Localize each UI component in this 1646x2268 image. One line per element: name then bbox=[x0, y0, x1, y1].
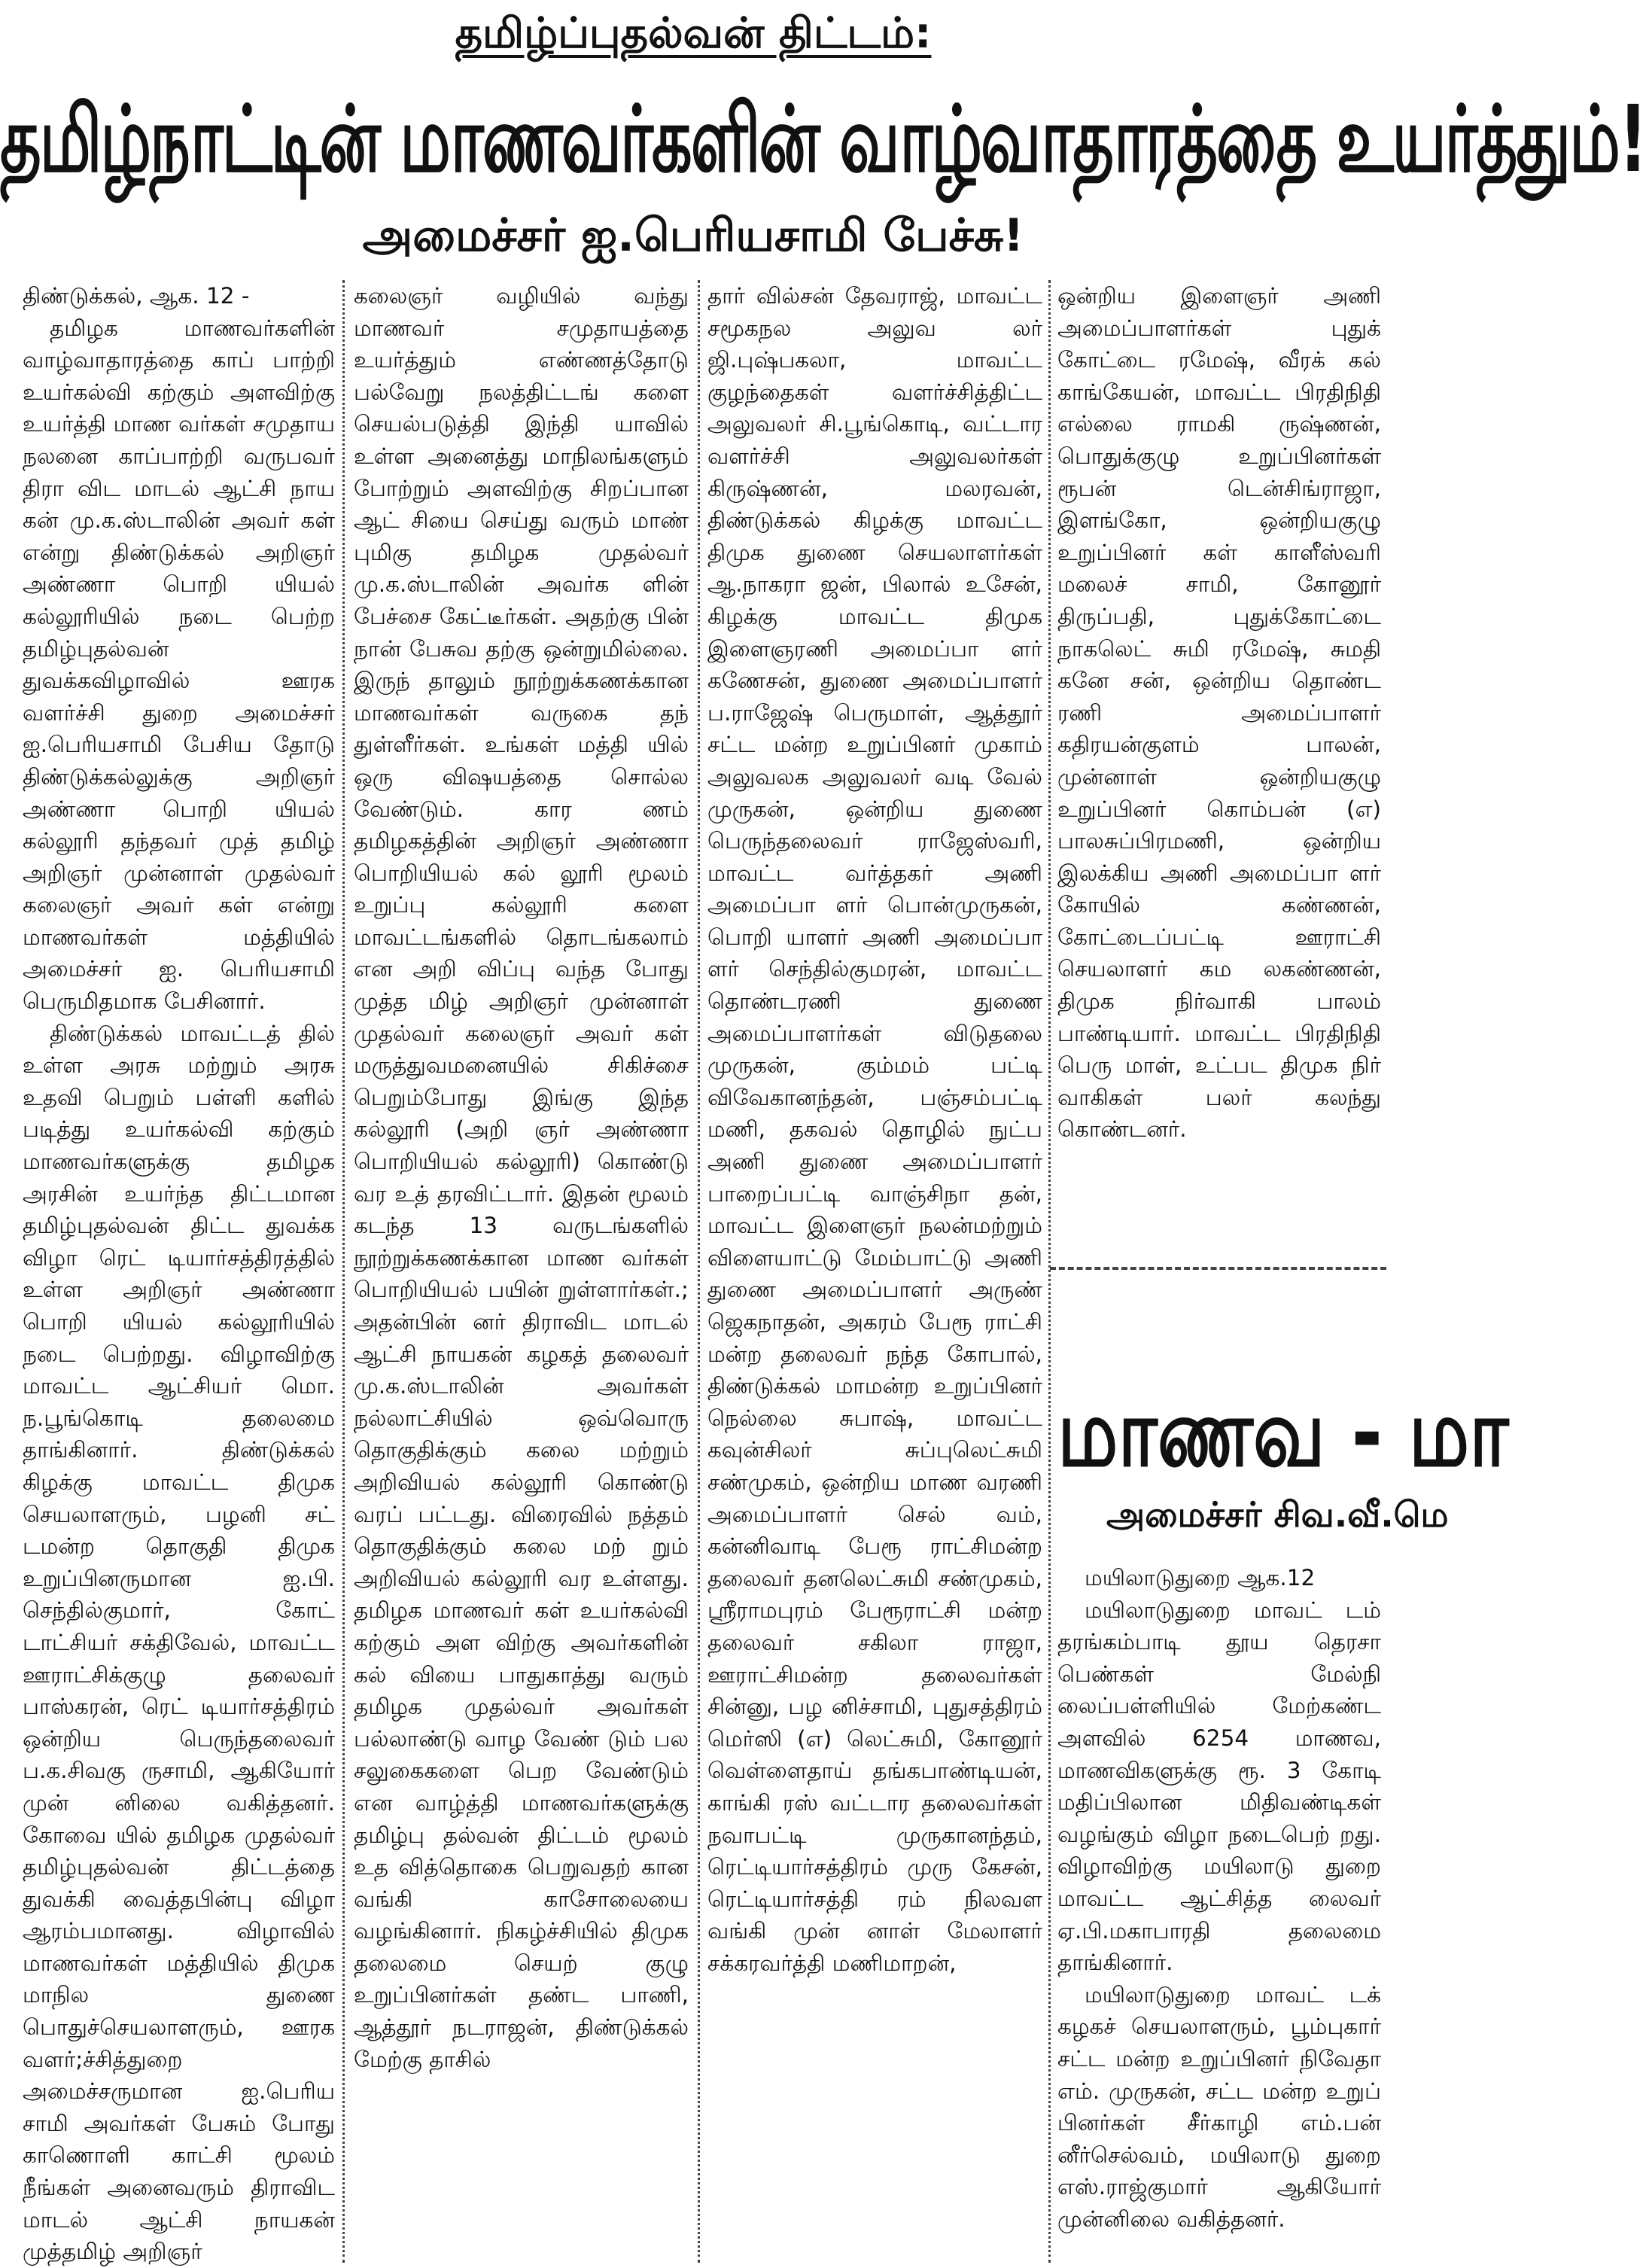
article-column-4 bbox=[1057, 280, 1381, 1251]
column-divider bbox=[342, 280, 345, 2263]
column-divider bbox=[698, 280, 700, 2263]
paragraph: மயிலாடுதுறை மாவட் டம் தரங்கம்பாடி தூய தெரசா பெண்கள் மேல்நி லைப்பள்ளியில் மேற்கண்ட அளவில் 6254 மாணவ, மாணவிகளுக்கு ரூ. 3 கோடி மதிப்பிலான மிதிவண்டிகள் வழங்கும் விழா நடைபெற் றது. விழாவிற்கு மயிலாடு துறை மாவட்ட ஆட்சித்த லைவர் ஏ.பி.மகாபாரதி தலைமை தாங்கினார். bbox=[1057, 1597, 1381, 1976]
paragraph: தமிழக மாணவர்களின் வாழ்வாதாரத்தை காப் பாற்றி உயர்கல்வி கற்கும் அளவிற்கு உயர்த்தி மாண வர்கள் சமுதாய நலனை காப்பாற்றி வருபவர் திரா விட மாடல் ஆட்சி நாய கன் மு.க.ஸ்டாலின் அவர் கள் என்று திண்டுக்கல் அறிஞர் அண்ணா பொறி யியல் கல்லூரியில் நடை பெற்ற தமிழ்புதல்வன் துவக்கவிழாவில் ஊரக வளர்ச்சி துறை அமைச்சர் ஐ.பெரியசாமி பேசிய தோடு திண்டுக்கல்லுக்கு அறிஞர் அண்ணா பொறி யியல் கல்லூரி தந்தவர் முத் தமிழ் அறிஞர் முன்னாள் முதல்வர் கலைஞர் அவர் கள் என்று மாணவர்கள் மத்தியில் அமைச்சர் ஐ. பெரியசாமி பெருமிதமாக பேசினார். bbox=[23, 315, 335, 1015]
paragraph: தார் வில்சன் தேவராஜ், மாவட்ட சமூகநல அலுவ லர் ஜி.புஷ்பகலா, மாவட்ட குழந்தைகள் வளர்ச்சித்திட்ட அலுவலர் சி.பூங்கொடி, வட்டார வளர்ச்சி அலுவலர்கள் கிருஷ்ணன், மலரவன், திண்டுக்கல் கிழக்கு மாவட்ட திமுக துணை செயலாளர்கள் ஆ.நாகரா ஜன், பிலால் உசேன், கிழக்கு மாவட்ட திமுக இளைஞரணி அமைப்பா ளர் கணேசன், துணை அமைப்பாளர் ப.ராஜேஷ் பெருமாள், ஆத்தூர் சட்ட மன்ற உறுப்பினர் முகாம் அலுவலக அலுவலர் வடி வேல் முருகன், ஒன்றிய துணை பெருந்தலைவர் ராஜேஸ்வரி, மாவட்ட வர்த்தகர் அணி அமைப்பா ளர் பொன்முருகன், பொறி யாளர் அணி அமைப்பா ளர் செந்தில்குமரன், மாவட்ட தொண்டரணி துணை அமைப்பாளர்கள் விடுதலை முருகன், கும்மம் பட்டி விவேகானந்தன், பஞ்சம்பட்டி மணி, தகவல் தொழில் நுட்ப அணி துணை அமைப்பாளர் பாறைப்பட்டி வாஞ்சிநா தன், மாவட்ட இளைஞர் நலன்மற்றும் விளையாட்டு மேம்பாட்டு அணி துணை அமைப்பாளர் அருண் ஜெகநாதன், அகரம் பேரூ ராட்சி மன்ற தலைவர் நந்த கோபால், திண்டுக்கல் மாமன்ற உறுப்பினர் நெல்லை சுபாஷ், மாவட்ட கவுன்சிலர் சுப்புலெட்சுமி சண்முகம், ஒன்றிய மாண வரணி அமைப்பாளர் செல் வம், கன்னிவாடி பேரூ ராட்சிமன்ற தலைவர் தனலெட்சுமி சண்முகம், ஸ்ரீராமபுரம் பேரூராட்சி மன்ற தலைவர் சகிலா ராஜா, ஊராட்சிமன்ற தலைவர்கள் சின்னு, பழ னிச்சாமி, புதுசத்திரம் மெர்ஸி (எ) லெட்சுமி, கோனூர் வெள்ளைதாய் தங்கபாண்டியன், காங்கி ரஸ் வட்டார தலைவர்கள் நவாபட்டி முருகானந்தம், ரெட்டியார்சத்திரம் முரு கேசன், ரெட்டியார்சத்தி ரம் நிலவள வங்கி முன் னாள் மேலாளர் சக்கரவர்த்தி மணிமாறன், bbox=[707, 283, 1042, 1976]
story-separator bbox=[1050, 1267, 1386, 1270]
column-divider bbox=[1048, 280, 1051, 2263]
paragraph: திண்டுக்கல் மாவட்டத் தில் உள்ள அரசு மற்றும் அரசு உதவி பெறும் பள்ளி களில் படித்து உயர்கல்வி கற்கும் மாணவர்களுக்கு தமிழக அரசின் உயர்ந்த திட்டமான தமிழ்புதல்வன் திட்ட துவக்க விழா ரெட் டியார்சத்திரத்தில் உள்ள அறிஞர் அண்ணா பொறி யியல் கல்லூரியில் நடை பெற்றது. விழாவிற்கு மாவட்ட ஆட்சியர் மொ. ந.பூங்கொடி தலைமை தாங்கினார். திண்டுக்கல் கிழக்கு மாவட்ட திமுக செயலாளரும், பழனி சட் டமன்ற தொகுதி திமுக உறுப்பினருமான ஐ.பி. செந்தில்குமார், கோட் டாட்சியர் சக்திவேல், மாவட்ட ஊராட்சிக்குழு தலைவர் பாஸ்கரன், ரெட் டியார்சத்திரம் ஒன்றிய பெருந்தலைவர் ப.க.சிவகு ருசாமி, ஆகியோர் முன் னிலை வகித்தனர். கோவை யில் தமிழக முதல்வர் தமிழ்புதல்வன் திட்டத்தை துவக்கி வைத்தபின்பு விழா ஆரம்பமானது. விழாவில் மாணவர்கள் மத்தியில் திமுக மாநில துணை பொதுச்செயலாளரும், ஊரக வளர்;ச்சித்துறை அமைச்சருமான ஐ.பெரிய சாமி அவர்கள் பேசும் போது காணொளி காட்சி மூலம் நீங்கள் அனைவரும் திராவிட மாடல் ஆட்சி நாயகன் முத்தமிழ் அறிஞர் bbox=[23, 1020, 335, 2265]
second-story-subhead: அமைச்சர் சிவ.வீ.மெ bbox=[1106, 1494, 1449, 1535]
paragraph: ஒன்றிய இளைஞர் அணி அமைப்பாளர்கள் புதுக் கோட்டை ரமேஷ், வீரக் கல் காங்கேயன், மாவட்ட பிரதிநிதி எல்லை ராமகி ருஷ்ணன், பொதுக்குழு உறுப்பினர்கள் ரூபன் டென்சிங்ராஜா, இளங்கோ, ஒன்றியகுழு உறுப்பினர் கள் காளீஸ்வரி மலைச் சாமி, கோனூர் திருப்பதி, புதுக்கோட்டை நாகலெட் சுமி ரமேஷ், சுமதி கனே சன், ஒன்றிய தொண்ட ரணி அமைப்பாளர் கதிரயன்குளம் பாலன், முன்னாள் ஒன்றியகுழு உறுப்பினர் கொம்பன் (எ) பாலசுப்பிரமணி, ஒன்றிய இலக்கிய அணி அமைப்பா ளர் கோயில் கண்ணன், கோட்டைப்பட்டி ஊராட்சி செயலாளர் கம லகண்ணன், திமுக நிர்வாகி பாலம் பாண்டியார். மாவட்ட பிரதிநிதி பெரு மாள், உட்பட திமுக நிர் வாகிகள் பலர் கலந்து கொண்டனர். bbox=[1057, 283, 1381, 1143]
article-column-1 bbox=[23, 280, 335, 2265]
second-story-headline: மாணவ - மா bbox=[1057, 1378, 1509, 1488]
main-headline: தமிழ்நாட்டின் மாணவர்களின் வாழ்வாதாரத்தை உயர்த்தும்! bbox=[0, 85, 1646, 193]
article-column-2 bbox=[354, 280, 689, 2260]
kicker-heading: தமிழ்ப்புதல்வன் திட்டம்: bbox=[455, 9, 932, 58]
article-column-3 bbox=[707, 280, 1042, 2260]
paragraph: கலைஞர் வழியில் வந்து மாணவர் சமுதாயத்தை உயர்த்தும் எண்ணத்தோடு பல்வேறு நலத்திட்டங் களை செயல்படுத்தி இந்தி யாவில் உள்ள அனைத்து மாநிலங்களும் போற்றும் அளவிற்கு சிறப்பான ஆட் சியை செய்து வரும் மாண் புமிகு தமிழக முதல்வர் மு.க.ஸ்டாலின் அவர்க ளின் பேச்சை கேட்டீர்கள். அதற்கு பின் நான் பேசுவ தற்கு ஒன்றுமில்லை. இருந் தாலும் நூற்றுக்கணக்கான மாணவர்கள் வருகை தந் துள்ளீர்கள். உங்கள் மத்தி யில் ஒரு விஷயத்தை சொல்ல வேண்டும். கார ணம் தமிழகத்தின் அறிஞர் அண்ணா பொறியியல் கல் லூரி மூலம் உறுப்பு கல்லூரி களை மாவட்டங்களில் தொடங்கலாம் என அறி விப்பு வந்த போது முத்த மிழ் அறிஞர் முன்னாள் முதல்வர் கலைஞர் அவர் கள் மருத்துவமனையில் சிகிச்சை பெறும்போது இங்கு இந்த கல்லூரி (அறி ஞர் அண்ணா பொறியியல் கல்லூரி) கொண்டு வர உத் தரவிட்டார். இதன் மூலம் கடந்த 13 வருடங்களில் நூற்றுக்கணக்கான மாண வர்கள் பொறியியல் பயின் றுள்ளார்கள்.; அதன்பின் னர் திராவிட மாடல் ஆட்சி நாயகன் கழகத் தலைவர் மு.க.ஸ்டாலின் அவர்கள் நல்லாட்சியில் ஒவ்வொரு தொகுதிக்கும் கலை மற்றும் அறிவியல் கல்லூரி கொண்டு வரப் பட்டது. விரைவில் நத்தம் தொகுதிக்கும் கலை மற் றும் அறிவியல் கல்லூரி வர உள்ளது. தமிழக மாணவர் கள் உயர்கல்வி கற்கும் அள விற்கு அவர்களின் கல் வியை பாதுகாத்து வரும் தமிழக முதல்வர் அவர்கள் பல்லாண்டு வாழ வேண் டும் பல சலுகைகளை பெற வேண்டும் என வாழ்த்தி மாணவர்களுக்கு தமிழ்பு தல்வன் திட்டம் மூலம் உத வித்தொகை பெறுவதற் கான வங்கி காசோலையை வழங்கினார். நிகழ்ச்சியில் திமுக தலைமை செயற் குழு உறுப்பினர்கள் தண்ட பாணி, ஆத்தூர் நடராஜன், திண்டுக்கல் மேற்கு தாசில் bbox=[354, 283, 689, 2072]
dateline: மயிலாடுதுறை ஆக.12 bbox=[1085, 1565, 1316, 1591]
sub-headline: அமைச்சர் ஐ.பெரியசாமி பேச்சு! bbox=[362, 209, 1024, 262]
second-story-body bbox=[1057, 1562, 1381, 2263]
dateline: திண்டுக்கல், ஆக. 12 - bbox=[23, 283, 250, 309]
paragraph: மயிலாடுதுறை மாவட் டக் கழகச் செயலாளரும், பூம்புகார் சட்ட மன்ற உறுப்பினர் நிவேதா எம். முருகன், சட்ட மன்ற உறுப் பினர்கள் சீர்காழி எம்.பன் னீர்செல்வம், மயிலாடு துறை எஸ்.ராஜ்குமார் ஆகியோர் முன்னிலை வகித்தனர். bbox=[1057, 1981, 1381, 2232]
